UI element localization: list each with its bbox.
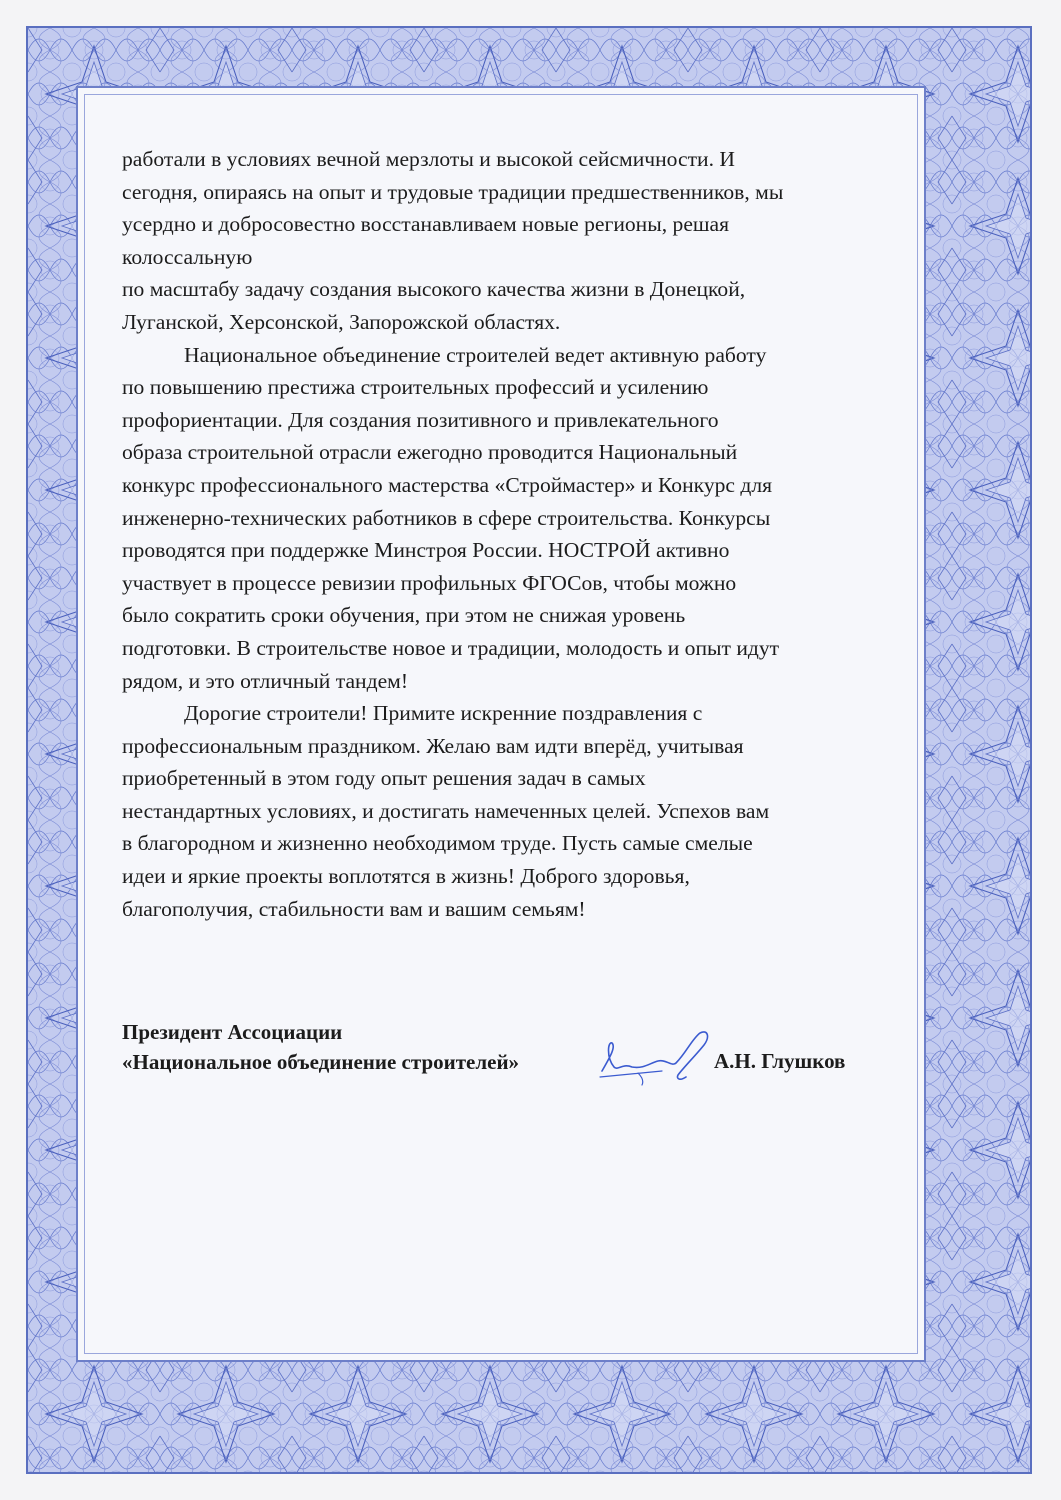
text-line: работали в условиях вечной мерзлоты и высокой сейсмичности. И: [122, 147, 735, 171]
text-line: образа строительной отрасли ежегодно проводится Национальный: [122, 440, 738, 465]
text-line: приобретенный в этом году опыт решения задач в самых: [122, 766, 646, 791]
text-line: сегодня, опираясь на опыт и трудовые традиции предшественников, мы: [122, 179, 784, 204]
text-line: инженерно-технических работников в сфере строительства. Конкурсы: [122, 505, 771, 530]
text-line: нестандартных условиях, и достигать намеченных целей. Успехов вам: [122, 798, 770, 823]
text-line: усердно и добросовестно восстанавливаем новые регионы, решая: [122, 212, 730, 237]
signer-title-line2: «Национальное объединение строителей»: [122, 1050, 520, 1074]
text-line: Национальное объединение строителей ведет активную работу: [184, 342, 767, 367]
text-line: благополучия, стабильности вам и вашим семьям!: [122, 896, 586, 921]
paragraph-greeting: [122, 697, 877, 925]
text-line: подготовки. В строительстве новое и традиции, молодость и опыт идут: [122, 635, 780, 660]
text-line: Луганской, Херсонской, Запорожской областях.: [122, 309, 561, 334]
paragraph-nostroy: [122, 339, 877, 698]
handwritten-signature: [592, 1027, 720, 1089]
text-line: по повышению престижа строительных профессий и усилению: [122, 375, 709, 400]
text-line: в благородном и жизненно необходимом труде. Пусть самые смелые: [122, 831, 753, 856]
text-line: было сократить сроки обучения, при этом не снижая уровень: [122, 603, 686, 628]
text-line: проводятся при поддержке Минстроя России. НОСТРОЙ активно: [122, 538, 730, 563]
signer-title-line1: Президент Ассоциации: [122, 1020, 343, 1044]
text-line: участвует в процессе ревизии профильных ФГОСов, чтобы можно: [122, 570, 737, 595]
text-line: Дорогие строители! Примите искренние поздравления с: [184, 701, 703, 726]
text-line: профориентации. Для создания позитивного и привлекательного: [122, 407, 719, 432]
text-line: рядом, и это отличный тандем!: [122, 668, 409, 693]
text-line: колоссальную: [122, 244, 253, 269]
text-line: конкурс профессионального мастерства «Строймастер» и Конкурс для: [122, 472, 773, 497]
text-line: идеи и яркие проекты воплотятся в жизнь! Доброго здоровья,: [122, 864, 690, 889]
letter-body: [122, 143, 877, 925]
signer-name: А.Н. Глушков: [714, 1049, 846, 1073]
text-line: профессиональным праздником. Желаю вам идти вперёд, учитывая: [122, 733, 744, 758]
text-line: по масштабу задачу создания высокого качества жизни в Донецкой,: [122, 277, 746, 302]
paragraph-continuation: [122, 143, 877, 339]
